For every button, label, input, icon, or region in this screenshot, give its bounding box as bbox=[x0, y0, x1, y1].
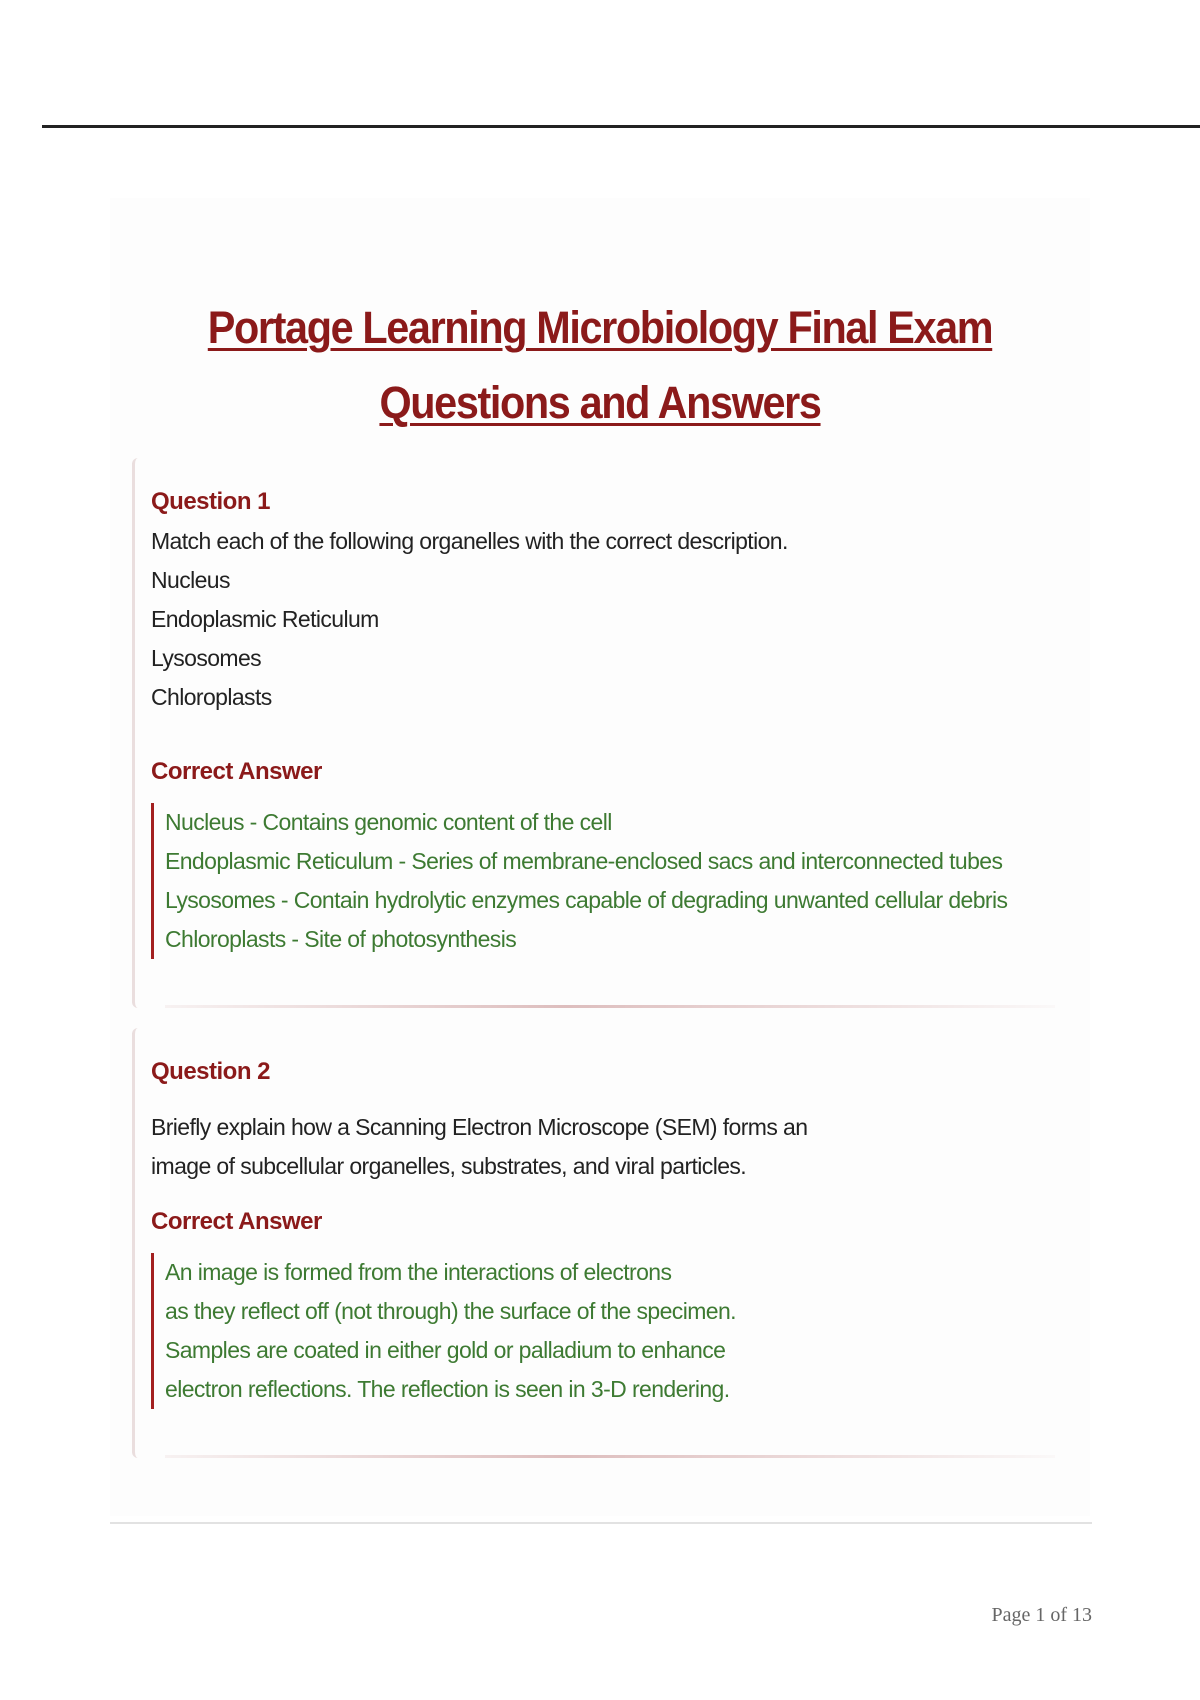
question-text bbox=[151, 522, 788, 717]
page-number: Page 1 of 13 bbox=[991, 1604, 1092, 1626]
answer-line: An image is formed from the interactions of electrons bbox=[165, 1259, 672, 1285]
answer-line: Chloroplasts - Site of photosynthesis bbox=[165, 926, 517, 952]
question-line: Lysosomes bbox=[151, 645, 262, 671]
question-line: Match each of the following organelles with the correct description. bbox=[151, 528, 788, 554]
card-divider bbox=[165, 1455, 1055, 1458]
answer-line: Endoplasmic Reticulum - Series of membrane-enclosed sacs and interconnected tubes bbox=[165, 848, 1003, 874]
correct-answer-block bbox=[151, 1253, 736, 1409]
card-divider bbox=[165, 1005, 1055, 1008]
footer-rule bbox=[110, 1522, 1092, 1524]
correct-answer-heading: Correct Answer bbox=[151, 758, 322, 785]
question-line: Endoplasmic Reticulum bbox=[151, 606, 379, 632]
question-heading: Question 2 bbox=[151, 1058, 271, 1085]
answer-line: Samples are coated in either gold or palladium to enhance bbox=[165, 1337, 726, 1363]
answer-line: Lysosomes - Contain hydrolytic enzymes capable of degrading unwanted cellular debris bbox=[165, 887, 1008, 913]
question-line: image of subcellular organelles, substrates, and viral particles. bbox=[151, 1153, 747, 1179]
question-card-1 bbox=[132, 458, 1055, 1008]
question-line: Chloroplasts bbox=[151, 684, 272, 710]
question-card-2 bbox=[132, 1028, 1055, 1458]
question-text bbox=[151, 1108, 807, 1186]
document-title: Portage Learning Microbiology Final Exam Questions and Answers bbox=[207, 302, 993, 428]
correct-answer-heading: Correct Answer bbox=[151, 1208, 322, 1235]
answer-line: electron reflections. The reflection is seen in 3-D rendering. bbox=[165, 1376, 730, 1402]
question-line: Nucleus bbox=[151, 567, 230, 593]
question-line: Briefly explain how a Scanning Electron Microscope (SEM) forms an bbox=[151, 1114, 808, 1140]
question-heading: Question 1 bbox=[151, 488, 271, 515]
correct-answer-block bbox=[151, 803, 1007, 959]
header-rule bbox=[42, 125, 1200, 128]
answer-line: as they reflect off (not through) the surface of the specimen. bbox=[165, 1298, 736, 1324]
answer-line: Nucleus - Contains genomic content of the cell bbox=[165, 809, 612, 835]
